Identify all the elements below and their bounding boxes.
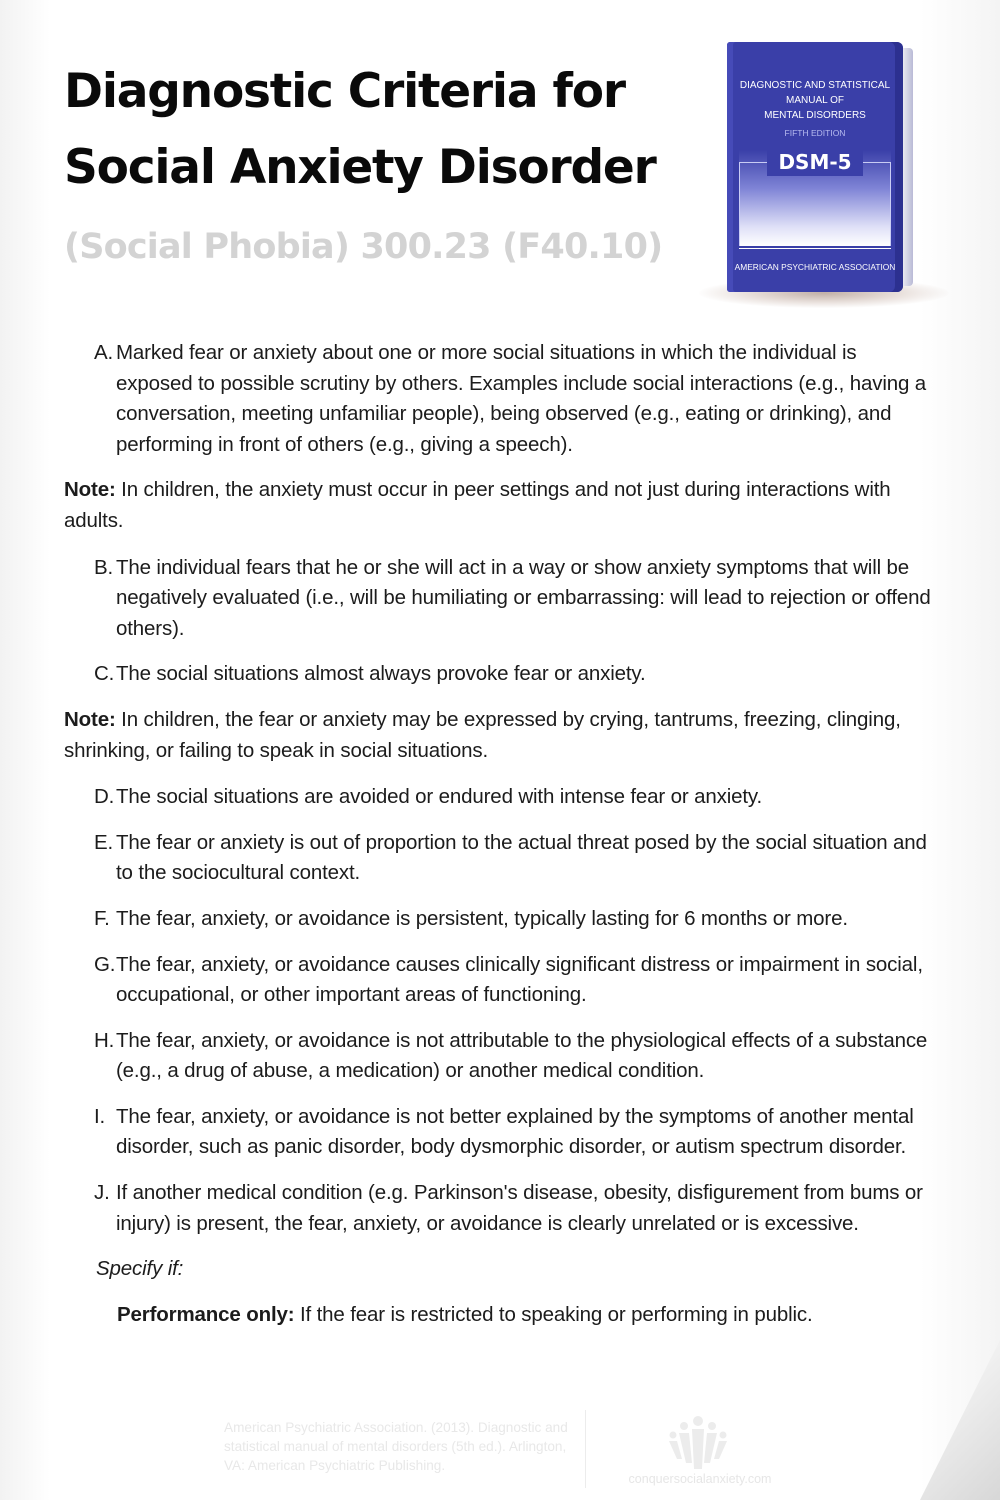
book-band-left	[739, 162, 740, 246]
criterion-b	[94, 553, 934, 645]
book-publisher: AMERICAN PSYCHIATRIC ASSOCIATION	[734, 262, 896, 272]
specifier-performance-only	[117, 1300, 934, 1331]
page-subtitle: (Social Phobia) 300.23 (F40.10)	[64, 227, 663, 267]
book-pages	[903, 48, 913, 286]
criterion-letter: G.	[94, 952, 116, 976]
book-title-line: DIAGNOSTIC AND STATISTICAL	[739, 80, 891, 91]
specifier-label: Performance only:	[117, 1302, 295, 1326]
dsm5-book-image	[727, 42, 915, 292]
criterion-text: The fear, anxiety, or avoidance is not attributable to the physiological effects of a substance (e.g., a drug of abuse, a medication) or another medical condition.	[116, 1028, 928, 1083]
criterion-letter: J.	[94, 1181, 110, 1205]
book-rule	[739, 248, 891, 249]
footer-citation: American Psychiatric Association. (2013). Diagnostic and statistical manual of mental disorders (5th ed.). Arlington, VA: American Psychiatric Publishing.	[224, 1420, 568, 1473]
specify-label: Specify if:	[96, 1257, 184, 1281]
criterion-a	[94, 338, 934, 460]
criterion-j	[94, 1178, 934, 1239]
criterion-text: Marked fear or anxiety about one or more social situations in which the individual is exposed to possible scrutiny by others. Examples include social interactions (e.g., having a conversation, meeting unfamiliar people), being observed (e.g., eating or drinking), and performing in front of others (e.g., giving a speech).	[116, 341, 927, 456]
page-curl	[920, 1340, 1000, 1500]
book-title-line: MENTAL DISORDERS	[764, 110, 866, 121]
book-title	[735, 78, 895, 123]
note-children-2	[64, 705, 934, 766]
criterion-letter: C.	[94, 662, 115, 686]
page-title: Diagnostic Criteria for Social Anxiety Disorder	[64, 64, 656, 195]
criterion-text: The individual fears that he or she will act in a way or show anxiety symptoms that will be negatively evaluated (i.e., will be humiliating or embarrassing: will lead to rejection or offend others).	[116, 555, 931, 640]
criterion-text: The fear, anxiety, or avoidance is not better explained by the symptoms of another mental disorder, such as panic disorder, body dysmorphic disorder, or autism spectrum disorder.	[116, 1104, 914, 1159]
criterion-letter: E.	[94, 830, 114, 854]
criterion-f	[94, 904, 934, 935]
footer-site-url: conquersocialanxiety.com	[628, 1472, 772, 1486]
criterion-text: The fear, anxiety, or avoidance is persistent, typically lasting for 6 months or more.	[116, 906, 848, 930]
criterion-text: The fear, anxiety, or avoidance causes clinically significant distress or impairment in social, occupational, or other important areas of functioning.	[116, 952, 923, 1007]
criterion-c	[94, 659, 934, 690]
criterion-letter: A.	[94, 341, 114, 364]
book-logo: DSM-5	[767, 148, 863, 176]
footer-divider	[585, 1410, 586, 1488]
criterion-letter: H.	[94, 1028, 115, 1052]
criterion-text: The fear or anxiety is out of proportion to the actual threat posed by the social situation and to the sociocultural context.	[116, 830, 927, 885]
book-title-line: MANUAL OF	[786, 95, 844, 106]
criterion-letter: I.	[94, 1104, 106, 1128]
note-text: In children, the fear or anxiety may be expressed by crying, tantrums, freezing, clinging, shrinking, or failing to speak in social situations.	[64, 707, 901, 762]
note-label: Note:	[64, 478, 116, 502]
criterion-letter: D.	[94, 785, 115, 809]
criterion-i	[94, 1102, 934, 1163]
criterion-d	[94, 782, 934, 813]
note-children-1	[64, 475, 934, 536]
book-edition: FIFTH EDITION	[784, 128, 846, 138]
criterion-text: The social situations are avoided or endured with intense fear or anxiety.	[116, 785, 763, 809]
criterion-text: The social situations almost always provoke fear or anxiety.	[116, 662, 646, 686]
criteria-list	[64, 338, 934, 1330]
criterion-g	[94, 950, 934, 1011]
criterion-e	[94, 828, 934, 889]
note-text: In children, the anxiety must occur in peer settings and not just during interactions with adults.	[64, 478, 891, 532]
specifier-text: If the fear is restricted to speaking or performing in public.	[294, 1302, 813, 1326]
criterion-letter: B.	[94, 555, 114, 579]
note-label: Note:	[64, 707, 116, 731]
site-logo-icon	[662, 1413, 734, 1471]
criterion-text: If another medical condition (e.g. Parkinson's disease, obesity, disfigurement from bums or injury) is present, the fear, anxiety, or avoidance is clearly unrelated or is excessive.	[116, 1181, 923, 1235]
criterion-letter: F.	[94, 906, 110, 930]
criterion-h	[94, 1026, 934, 1087]
book-band-right	[890, 162, 891, 246]
